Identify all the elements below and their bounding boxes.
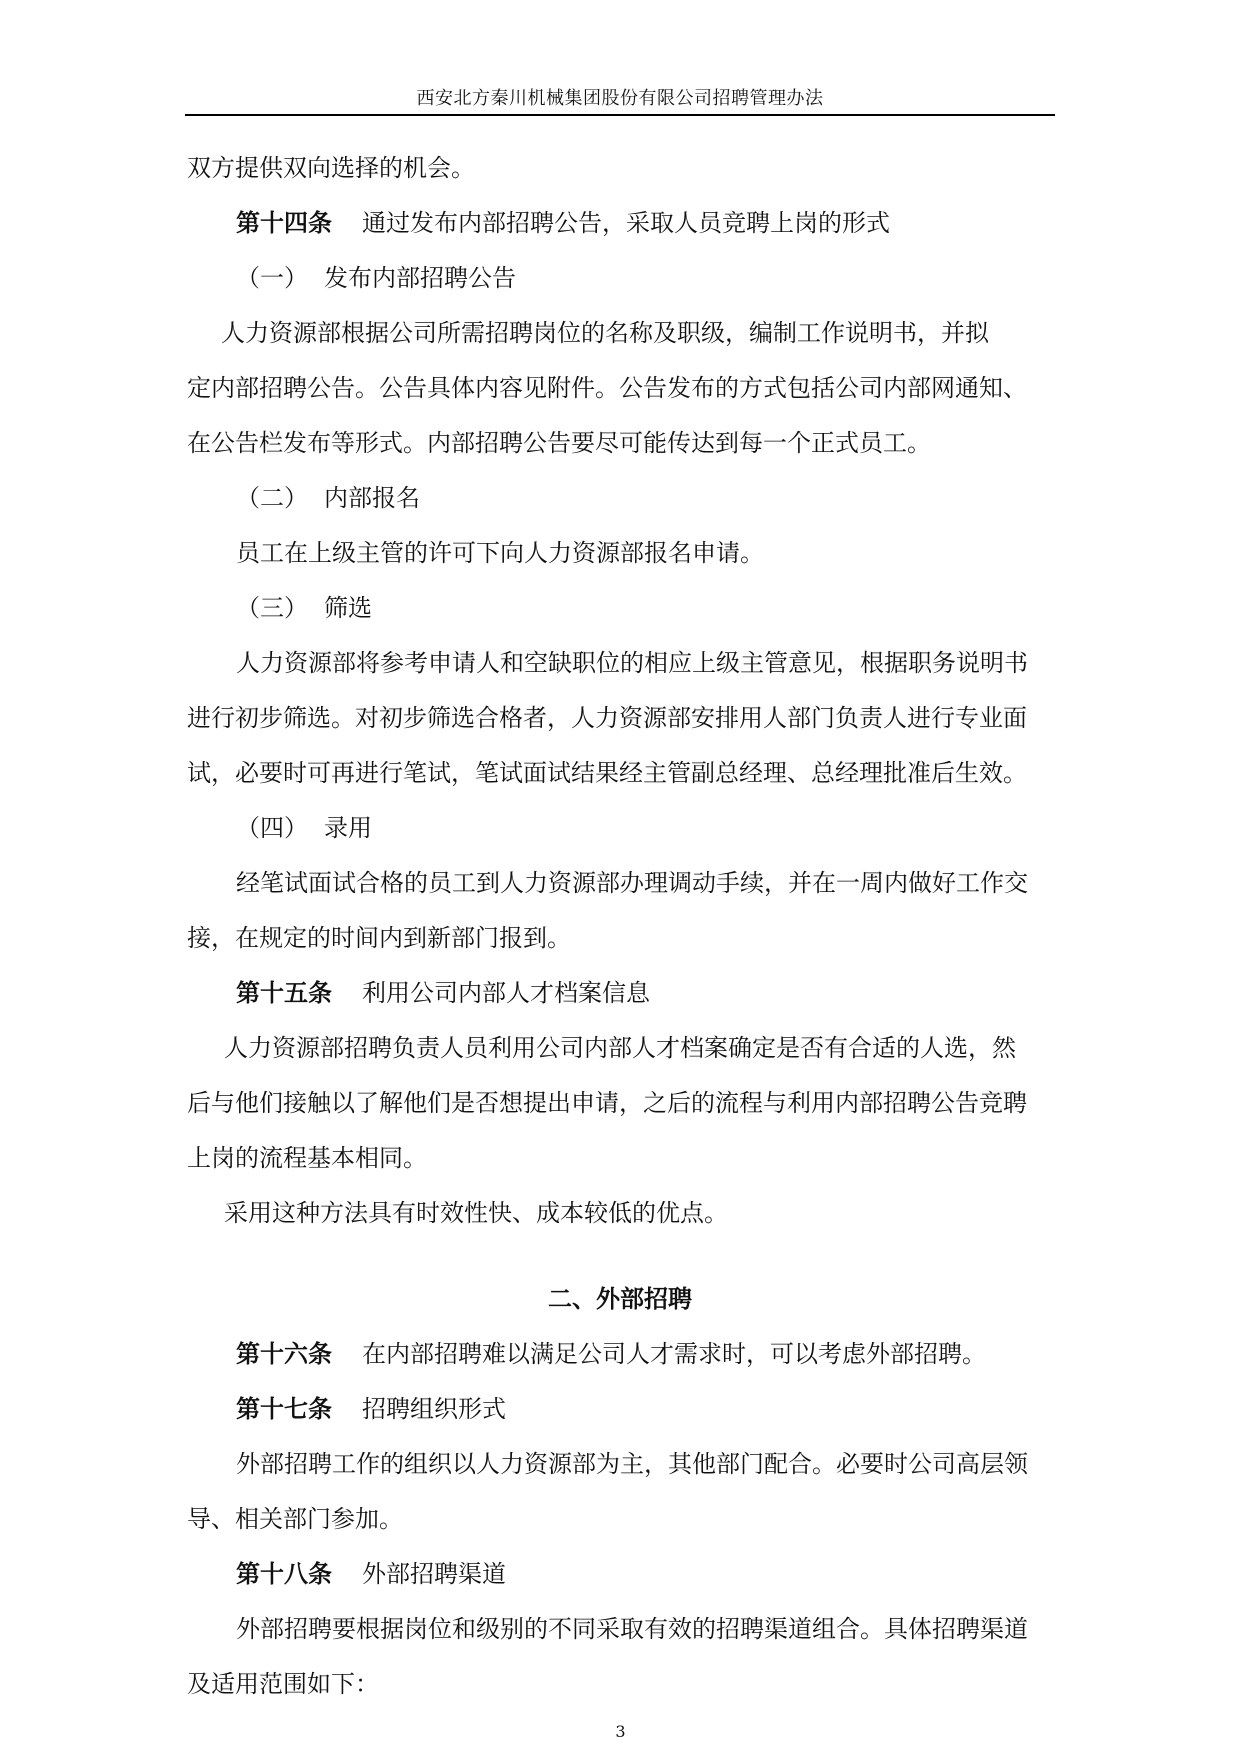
- subsection-3: [236, 592, 372, 624]
- article-label: 第十七条: [236, 1395, 332, 1423]
- body-line: 经笔试面试合格的员工到人力资源部办理调动手续，并在一周内做好工作交: [236, 869, 1028, 897]
- subsection-title: 发布内部招聘公告: [324, 264, 516, 292]
- body-line: 接，在规定的时间内到新部门报到。: [187, 924, 571, 952]
- header-divider: [185, 114, 1055, 116]
- body-line: 员工在上级主管的许可下向人力资源部报名申请。: [236, 539, 764, 567]
- body-line: 试，必要时可再进行笔试，笔试面试结果经主管副总经理、总经理批准后生效。: [187, 759, 1027, 787]
- body-line: 人力资源部根据公司所需招聘岗位的名称及职级，编制工作说明书，并拟: [221, 319, 989, 347]
- body-line: 人力资源部将参考申请人和空缺职位的相应上级主管意见，根据职务说明书: [236, 649, 1028, 677]
- article-title: 在内部招聘难以满足公司人才需求时，可以考虑外部招聘。: [362, 1340, 986, 1368]
- body-line: 在公告栏发布等形式。内部招聘公告要尽可能传达到每一个正式员工。: [187, 429, 931, 457]
- article-16: [236, 1338, 986, 1370]
- body-line: 外部招聘工作的组织以人力资源部为主，其他部门配合。必要时公司高层领: [236, 1450, 1028, 1478]
- article-label: 第十六条: [236, 1340, 332, 1368]
- article-title: 外部招聘渠道: [362, 1560, 506, 1588]
- article-title: 利用公司内部人才档案信息: [362, 979, 650, 1007]
- subsection-1: [236, 262, 516, 294]
- subsection-title: 内部报名: [324, 484, 420, 512]
- body-line: 双方提供双向选择的机会。: [187, 154, 475, 182]
- article-18: [236, 1558, 506, 1590]
- body-line: 定内部招聘公告。公告具体内容见附件。公告发布的方式包括公司内部网通知、: [187, 374, 1027, 402]
- subsection-number: （二）: [236, 484, 308, 512]
- article-17: [236, 1393, 506, 1425]
- subsection-number: （三）: [236, 594, 308, 622]
- body-line: 及适用范围如下：: [187, 1670, 379, 1698]
- body-line: 人力资源部招聘负责人员利用公司内部人才档案确定是否有合适的人选，然: [224, 1034, 1016, 1062]
- body-line: 进行初步筛选。对初步筛选合格者，人力资源部安排用人部门负责人进行专业面: [187, 704, 1027, 732]
- article-15: [236, 977, 650, 1009]
- section-heading: 二、外部招聘: [548, 1285, 692, 1313]
- subsection-title: 筛选: [324, 594, 372, 622]
- body-line: 后与他们接触以了解他们是否想提出申请，之后的流程与利用内部招聘公告竞聘: [187, 1089, 1027, 1117]
- article-title: 招聘组织形式: [362, 1395, 506, 1423]
- subsection-number: （四）: [236, 814, 308, 842]
- body-line: 采用这种方法具有时效性快、成本较低的优点。: [224, 1199, 728, 1227]
- body-line: 外部招聘要根据岗位和级别的不同采取有效的招聘渠道组合。具体招聘渠道: [236, 1615, 1028, 1643]
- article-title: 通过发布内部招聘公告，采取人员竞聘上岗的形式: [362, 209, 890, 237]
- article-label: 第十五条: [236, 979, 332, 1007]
- article-label: 第十四条: [236, 209, 332, 237]
- body-line: 导、相关部门参加。: [187, 1505, 403, 1533]
- page-header-title: 西安北方秦川机械集团股份有限公司招聘管理办法: [416, 88, 824, 109]
- article-14: [236, 207, 890, 239]
- subsection-title: 录用: [324, 814, 372, 842]
- body-line: 上岗的流程基本相同。: [187, 1144, 427, 1172]
- subsection-2: [236, 482, 420, 514]
- page-number: 3: [615, 1722, 626, 1741]
- article-label: 第十八条: [236, 1560, 332, 1588]
- subsection-4: [236, 812, 372, 844]
- subsection-number: （一）: [236, 264, 308, 292]
